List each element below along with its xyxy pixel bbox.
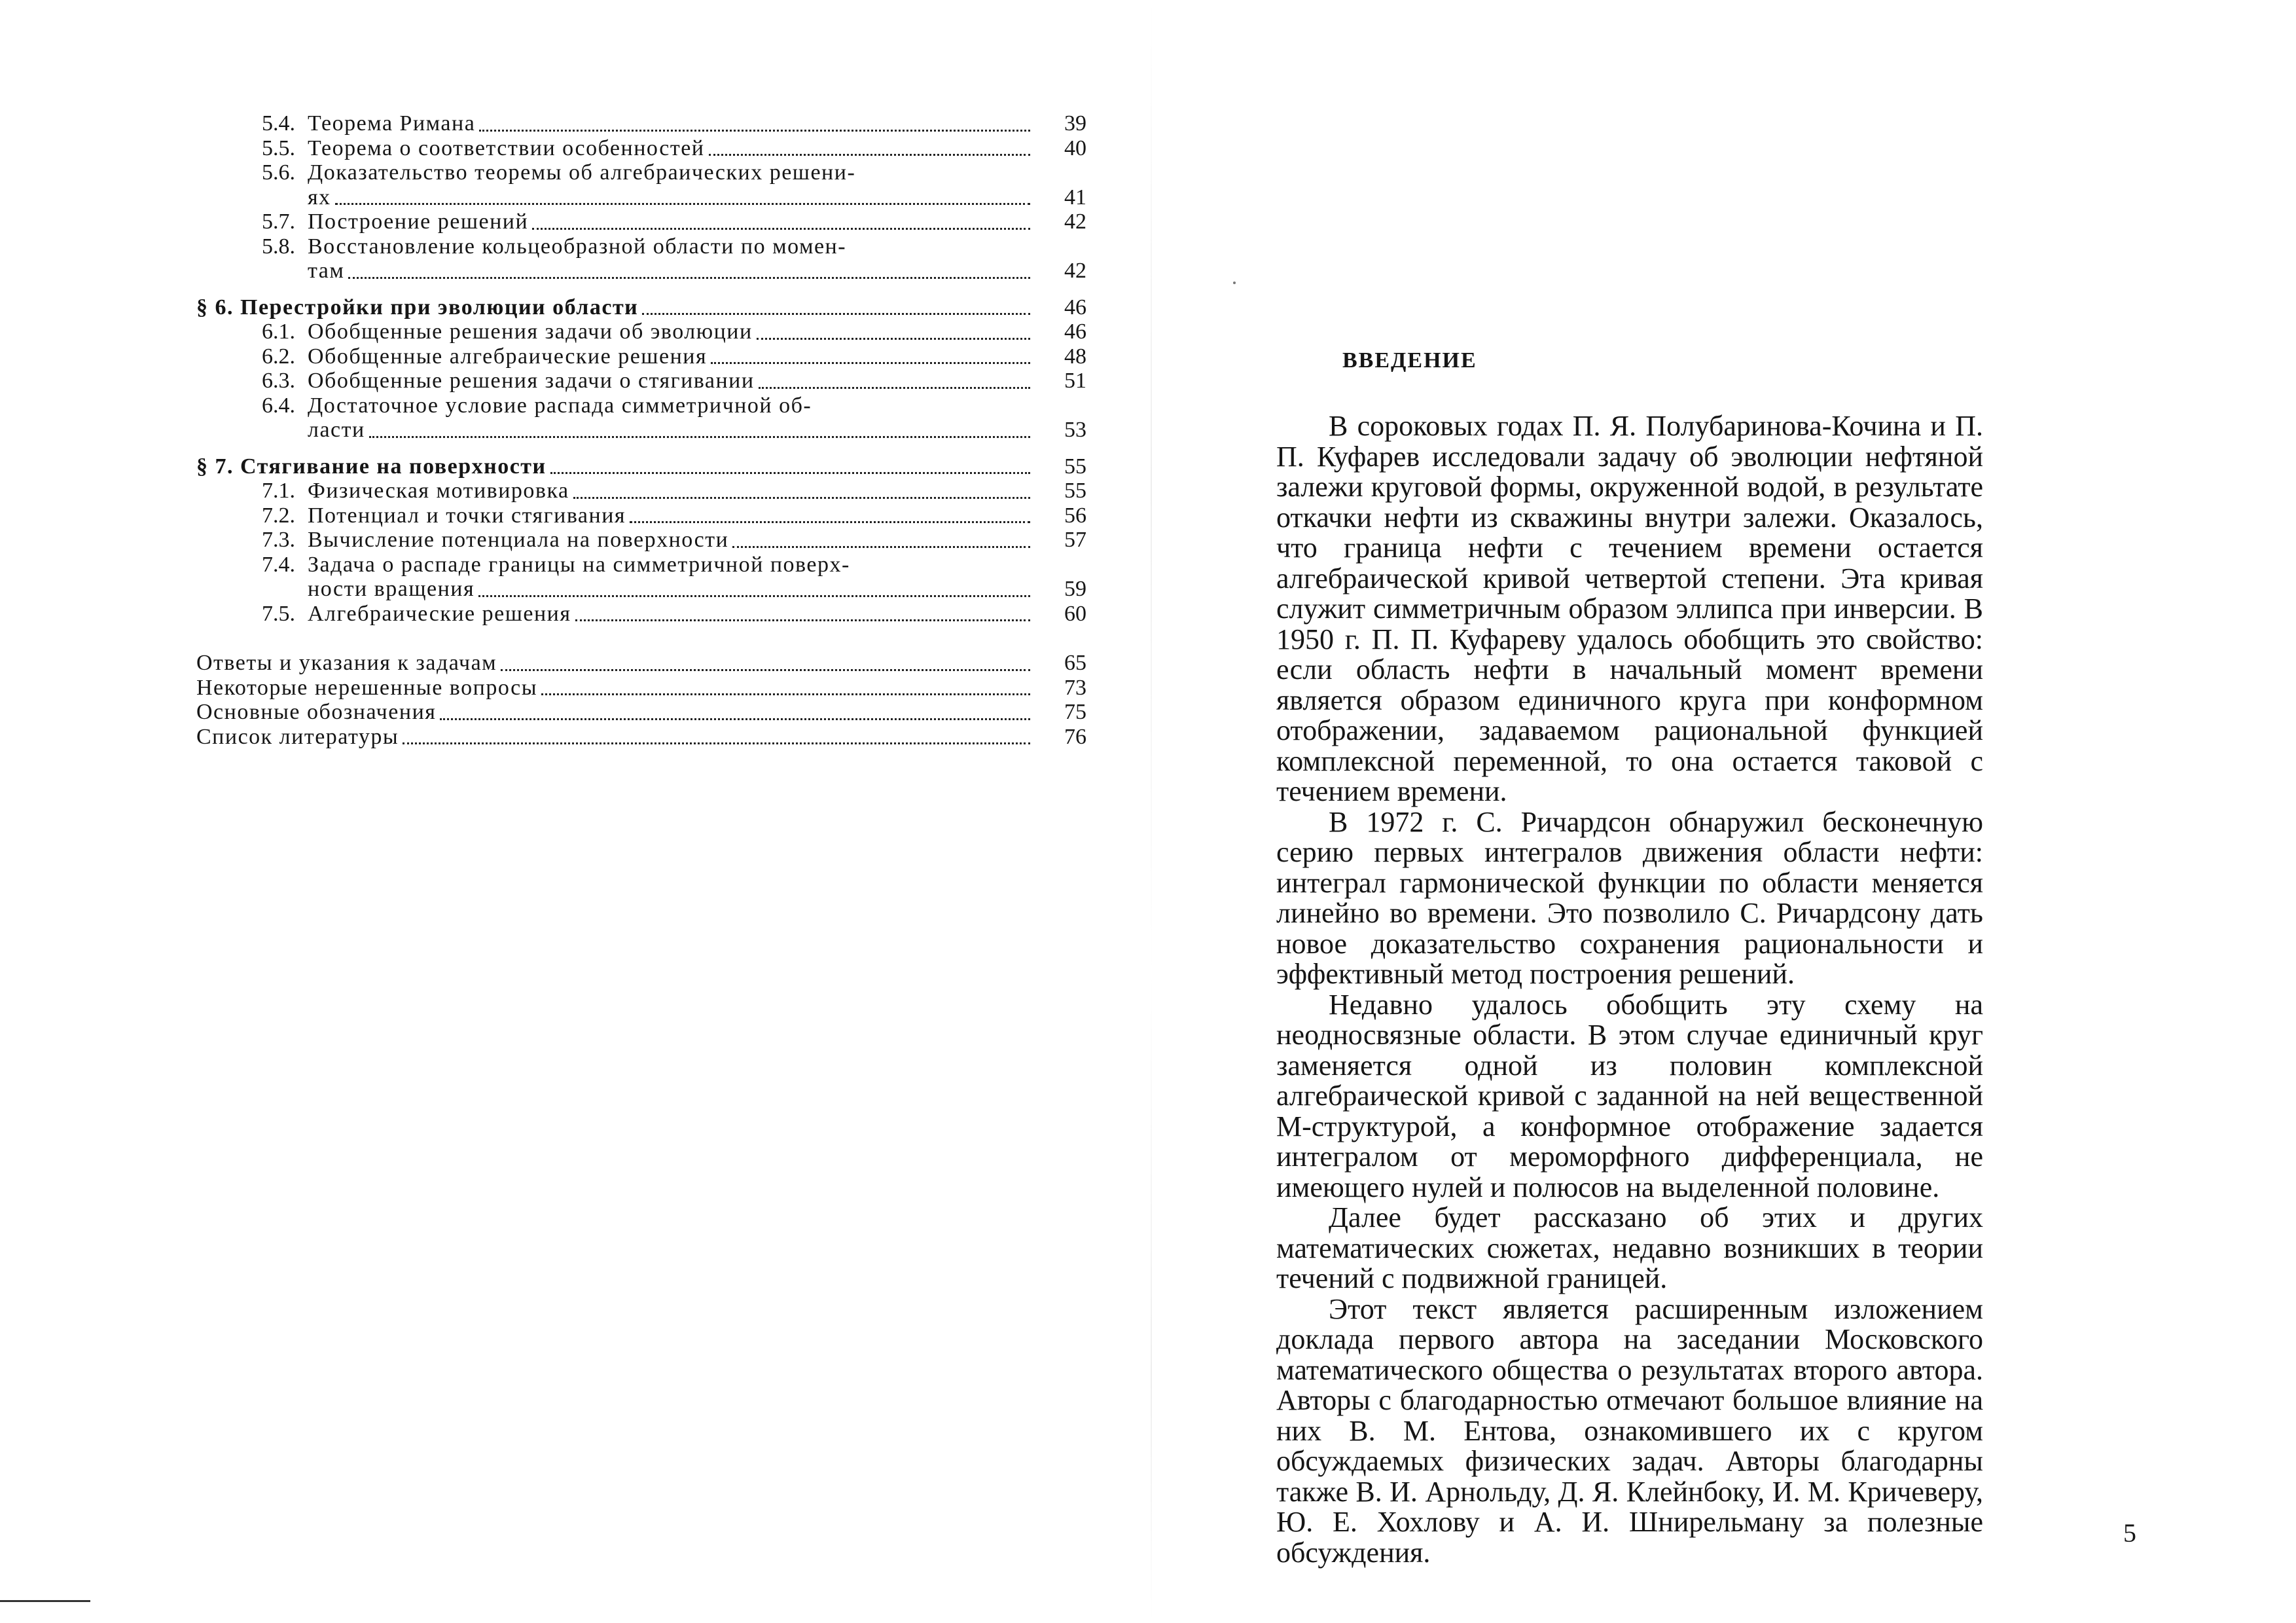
leader-dots	[369, 435, 1030, 438]
leader-dots	[757, 337, 1030, 340]
toc-entry-number: 5.4.	[262, 111, 295, 136]
toc-entry-title-cont: ласти	[308, 418, 365, 442]
toc-entry-title-cont: там	[308, 259, 345, 283]
leader-dots	[335, 202, 1030, 205]
toc-entry-page: 60	[1064, 601, 1086, 626]
toc-entry-page: 56	[1064, 503, 1086, 528]
toc-entry	[196, 210, 1086, 234]
intro-paragraph: В 1972 г. С. Ричардсон обнаружил бесконечную серию первых интегралов движения области нефти: интеграл гармонической функции по области меняется линейно во времени. Это позволило С. Ричардсону дать новое доказательство сохранения рациональности и эффективный метод построения решений.	[1276, 805, 1983, 990]
toc-section-page: 55	[1064, 454, 1086, 479]
leader-dots	[550, 471, 1030, 474]
toc-entry	[196, 160, 1086, 185]
toc-entry-continuation	[196, 577, 1086, 602]
leader-dots	[573, 496, 1030, 499]
leader-dots	[630, 520, 1030, 523]
toc-back-page: 65	[1064, 651, 1086, 675]
toc-entry	[196, 344, 1086, 369]
toc-entry	[196, 136, 1086, 161]
intro-paragraph: Этот текст является расширенным изложением доклада первого автора на заседании Московского математического общества о результатах второго автора. Авторы с благодарностью отмечают большое влияние на них В. М. Ентова, ознакомившего их с кругом обсуждаемых физических задач. Авторы благодарны также В. И. Арнольду, Д. Я. Клейнбоку, И. М. Кричеверу, Ю. Е. Хохлову и А. И. Шнирельману за полезные обсуждения.	[1276, 1292, 1983, 1569]
toc-entry-title: Построение решений	[308, 210, 529, 234]
toc-entry-number: 7.4.	[262, 552, 295, 577]
toc-entry	[196, 528, 1086, 553]
toc-entry	[196, 319, 1086, 344]
toc-entry-number: 5.5.	[262, 136, 295, 160]
toc-back-page: 75	[1064, 700, 1086, 724]
toc-entry-number: 7.1.	[262, 479, 295, 503]
toc-entry-page: 46	[1064, 319, 1086, 344]
toc-entry-number: 7.3.	[262, 528, 295, 552]
intro-heading: ВВЕДЕНИЕ	[1342, 348, 1477, 373]
right-page	[1148, 0, 2296, 1623]
toc-entry-title: Потенциал и точки стягивания	[308, 503, 626, 528]
toc-back-page: 73	[1064, 675, 1086, 700]
toc-section-page: 46	[1064, 295, 1086, 319]
leader-dots	[575, 619, 1030, 621]
toc-entry-page: 39	[1064, 111, 1086, 136]
intro-paragraph: Далее будет рассказано об этих и других математических сюжетах, недавно возникших в теории течений с подвижной границей.	[1276, 1201, 1983, 1294]
toc-entry-page: 42	[1064, 259, 1086, 283]
toc-section-title: § 6. Перестройки при эволюции области	[196, 295, 639, 319]
toc-section-heading	[196, 295, 1086, 320]
leader-dots	[479, 129, 1030, 132]
toc-back-entry	[196, 725, 1086, 750]
toc-entry	[196, 369, 1086, 393]
toc-entry-page: 40	[1064, 136, 1086, 160]
toc-entry-number: 6.3.	[262, 369, 295, 393]
toc-entry-title-cont: ности вращения	[308, 577, 475, 601]
scan-speck	[1233, 282, 1236, 284]
intro-paragraph: Недавно удалось обобщить эту схему на неодносвязные области. В этом случае единичный круг заменяется одной из половин комплексной алгебраической кривой с заданной на ней вещественной М-структурой, а конформное отображение задается интегралом от мероморфного дифференциала, не имеющего нулей и полюсов на выделенной половине.	[1276, 988, 1983, 1203]
toc-entry-number: 6.4.	[262, 393, 295, 418]
toc-back-entry	[196, 700, 1086, 725]
toc-entry-number: 5.7.	[262, 210, 295, 234]
leader-dots	[541, 693, 1030, 695]
toc-entry-number: 6.1.	[262, 319, 295, 344]
leader-dots	[440, 718, 1030, 720]
toc-back-entry	[196, 676, 1086, 701]
scan-edge-rule	[0, 1600, 90, 1602]
toc-entry-title: Физическая мотивировка	[308, 479, 569, 503]
leader-dots	[709, 153, 1031, 156]
toc-entry-title: Теорема о соответствии особенностей	[308, 136, 705, 160]
toc-entry	[196, 393, 1086, 418]
toc-entry-number: 5.8.	[262, 234, 295, 259]
toc-entry-title: Восстановление кольцеобразной области по момен-	[308, 234, 847, 259]
leader-dots	[501, 668, 1030, 671]
toc-entry-title: Задача о распаде границы на симметричной поверх-	[308, 552, 850, 577]
leader-dots	[532, 227, 1030, 230]
toc-back-title: Ответы и указания к задачам	[196, 651, 497, 675]
toc-entry-continuation	[196, 185, 1086, 210]
leader-dots	[711, 361, 1030, 364]
toc-entry-page: 53	[1064, 418, 1086, 442]
intro-body	[1276, 411, 1983, 1568]
toc-entry	[196, 111, 1086, 136]
toc-entry-title: Доказательство теоремы об алгебраических решени-	[308, 160, 856, 185]
table-of-contents	[196, 111, 1086, 749]
toc-entry-page: 48	[1064, 344, 1086, 369]
toc-entry-page: 57	[1064, 528, 1086, 552]
toc-entry-page: 51	[1064, 369, 1086, 393]
leader-dots	[478, 594, 1030, 597]
toc-entry-title: Обобщенные решения задачи о стягивании	[308, 369, 755, 393]
toc-entry-title: Теорема Римана	[308, 111, 476, 136]
toc-entry-title: Алгебраические решения	[308, 601, 571, 626]
leader-dots	[642, 312, 1030, 315]
toc-entry	[196, 234, 1086, 259]
toc-entry	[196, 503, 1086, 528]
toc-back-title: Список литературы	[196, 724, 399, 749]
toc-entry-number: 5.6.	[262, 160, 295, 185]
toc-entry-page: 59	[1064, 577, 1086, 601]
toc-entry	[196, 602, 1086, 627]
toc-entry-page: 55	[1064, 479, 1086, 503]
toc-entry-title: Обобщенные решения задачи об эволюции	[308, 319, 753, 344]
leader-dots	[732, 545, 1030, 548]
toc-entry-title: Обобщенные алгебраические решения	[308, 344, 708, 369]
toc-entry-title: Достаточное условие распада симметричной об-	[308, 393, 812, 418]
toc-entry-title-cont: ях	[308, 185, 331, 210]
toc-section-title: § 7. Стягивание на поверхности	[196, 454, 547, 479]
toc-entry-number: 6.2.	[262, 344, 295, 369]
toc-section-heading	[196, 454, 1086, 479]
toc-entry-continuation	[196, 259, 1086, 283]
toc-entry	[196, 479, 1086, 503]
intro-paragraph: В сороковых годах П. Я. Полубаринова-Кочина и П. П. Куфарев исследовали задачу об эволюции нефтяной залежи круговой формы, окруженной водой, в результате откачки нефти из скважины внутри залежи. Оказалось, что граница нефти с течением времени остается алгебраической кривой четвертой степени. Эта кривая служит симметричным образом эллипса при инверсии. В 1950 г. П. П. Куфареву удалось обобщить это свойство: если область нефти в начальный момент времени является образом единичного круга при конформном отображении, задаваемом рациональной функцией комплексной переменной, то она остается таковой с течением времени.	[1276, 410, 1983, 807]
toc-back-title: Некоторые нерешенные вопросы	[196, 675, 538, 700]
toc-entry-number: 7.5.	[262, 601, 295, 626]
leader-dots	[403, 742, 1030, 744]
toc-entry	[196, 553, 1086, 577]
toc-back-title: Основные обозначения	[196, 700, 437, 724]
toc-entry-page: 42	[1064, 210, 1086, 234]
toc-entry-number: 7.2.	[262, 503, 295, 528]
toc-back-page: 76	[1064, 724, 1086, 749]
leader-dots	[348, 276, 1030, 279]
page-number: 5	[2123, 1518, 2136, 1548]
toc-back-entry	[196, 651, 1086, 676]
toc-entry-page: 41	[1064, 185, 1086, 210]
leader-dots	[759, 386, 1030, 389]
toc-entry-continuation	[196, 418, 1086, 443]
toc-entry-title: Вычисление потенциала на поверхности	[308, 528, 729, 552]
